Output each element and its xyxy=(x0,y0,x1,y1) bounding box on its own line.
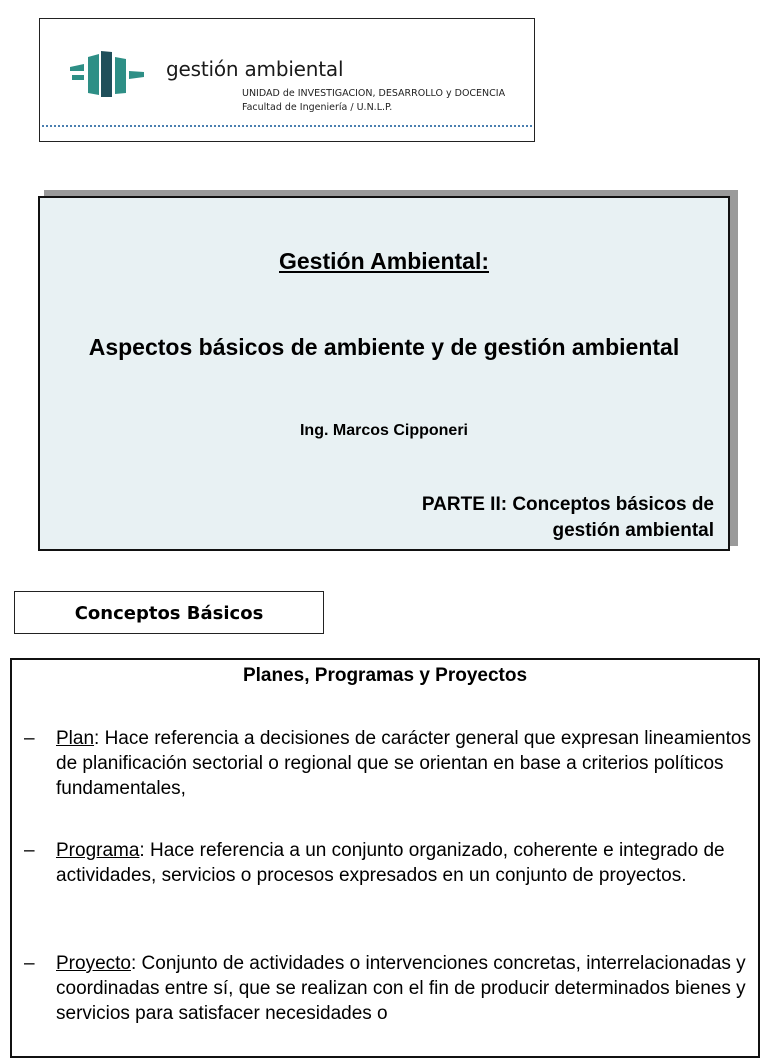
list-item xyxy=(24,838,754,888)
list-item xyxy=(24,726,754,801)
logo-subtitle-faculty: Facultad de Ingeniería / U.N.L.P. xyxy=(242,102,393,113)
dotted-divider xyxy=(42,125,532,127)
definition-proyecto: : Conjunto de actividades o intervenciones concretas, interrelacionadas y coordinadas entre sí, que se realizan con el fin de producir determinados bienes y servicios para satisfacer necesidades o xyxy=(56,953,746,1024)
logo-title: gestión ambiental xyxy=(166,57,344,81)
section-label-box xyxy=(14,591,324,634)
bullet-dash: – xyxy=(24,840,35,861)
gestion-ambiental-logo-icon xyxy=(68,49,148,99)
term-programa: Programa xyxy=(56,840,140,861)
list-item xyxy=(24,951,754,1026)
term-proyecto: Proyecto xyxy=(56,953,131,974)
title-slide xyxy=(38,196,730,551)
bullet-dash: – xyxy=(24,728,35,749)
term-plan: Plan xyxy=(56,728,95,749)
content-title: Planes, Programas y Proyectos xyxy=(242,665,528,686)
logo-subtitle-unit: UNIDAD de INVESTIGACION, DESARROLLO y DOCENCIA xyxy=(242,88,506,99)
logo-header xyxy=(39,18,535,142)
definition-plan: : Hace referencia a decisiones de carácter general que expresan lineamientos de planificación sectorial o regional que se orientan en base a criterios políticos fundamentales, xyxy=(56,728,751,799)
slide-author: Ing. Marcos Cipponeri xyxy=(299,422,468,439)
content-box xyxy=(10,658,760,1058)
bullet-dash: – xyxy=(24,953,35,974)
slide-part-line-2: gestión ambiental xyxy=(552,520,714,541)
slide-title: Gestión Ambiental: xyxy=(279,248,489,274)
section-label: Conceptos Básicos xyxy=(74,603,264,624)
slide-part-line-1: PARTE II: Conceptos básicos de xyxy=(421,494,714,515)
definition-programa: : Hace referencia a un conjunto organizado, coherente e integrado de actividades, servicios o procesos expresados en un conjunto de proyectos. xyxy=(56,840,725,886)
slide-part-heading xyxy=(422,492,714,544)
slide-subtitle: Aspectos básicos de ambiente y de gestión ambiental xyxy=(88,334,680,360)
